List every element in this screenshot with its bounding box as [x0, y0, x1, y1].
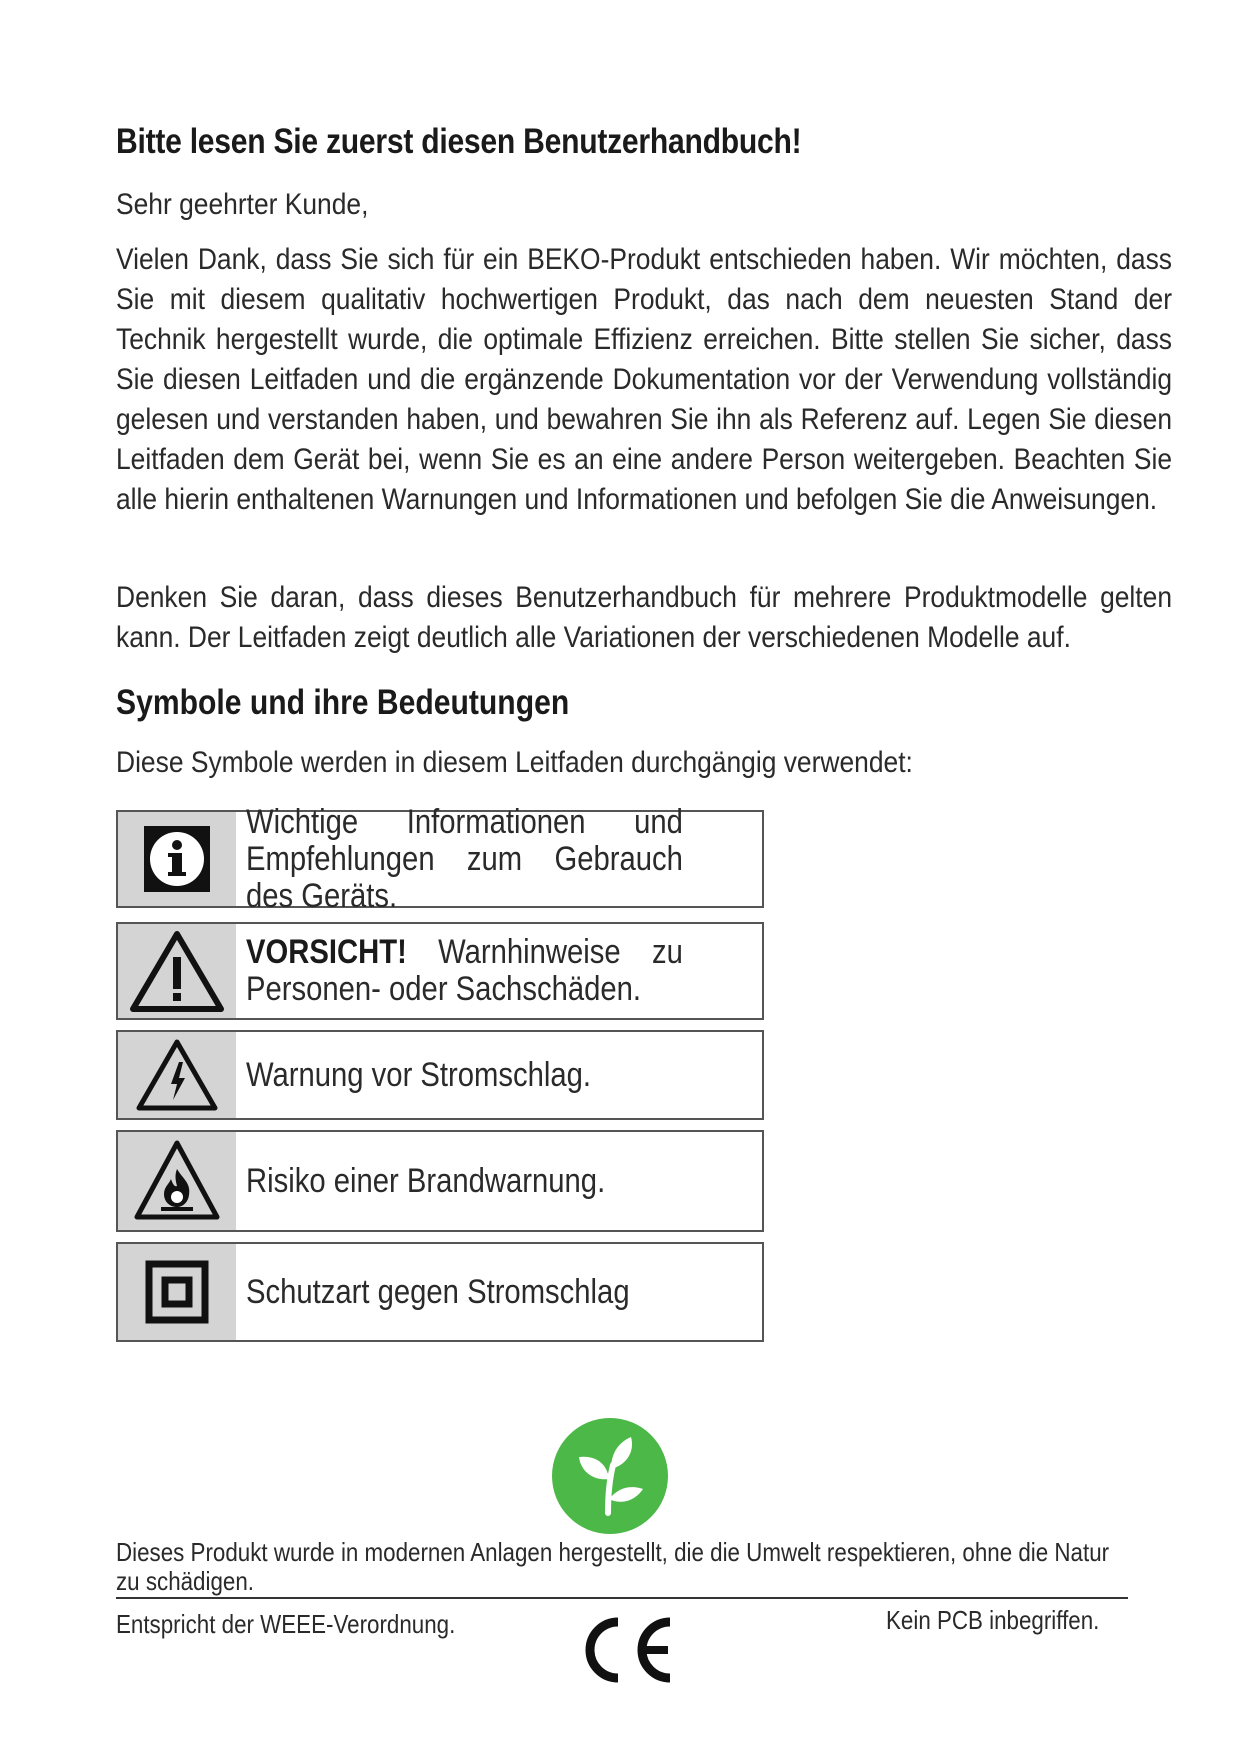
electric-shock-icon: [118, 1032, 236, 1118]
symbol-text-caution: Warnhinweise zu Personen- oder Sachschäden.: [246, 933, 683, 1008]
ce-mark-icon: [574, 1614, 676, 1686]
symbol-text-fire: Risiko einer Brandwarnung.: [246, 1161, 606, 1200]
intro-paragraph: Vielen Dank, dass Sie sich für ein BEKO-Produkt entschieden haben. Wir möchten, dass Sie mit diesem qualitativ hochwertigen Produkt, das nach dem neuesten Stand der Technik hergestellt wurde, die optimale Effizienz erreichen. Bitte stellen Sie sicher, dass Sie diesen Leitfaden und die ergänzende Dokumentation vor der Verwendung vollständig gelesen und verstanden haben, und bewahren Sie ihn als Referenz auf. Legen Sie diesen Leitfaden dem Gerät bei, wenn Sie es an eine andere Person weitergeben. Beachten Sie alle hierin enthaltenen Warnungen und Informationen und befolgen Sie die Anweisungen.: [116, 243, 1172, 516]
pcb-statement: Kein PCB inbegriffen.: [886, 1605, 1100, 1635]
symbol-text-protection: Schutzart gegen Stromschlag: [246, 1272, 630, 1311]
info-icon: [118, 812, 236, 906]
double-insulation-icon: [118, 1244, 236, 1340]
greeting: Sehr geehrter Kunde,: [116, 188, 369, 221]
warning-triangle-icon: [118, 924, 236, 1018]
eco-leaf-icon: [551, 1417, 669, 1535]
divider: [116, 1597, 1128, 1599]
symbol-row-protection: [116, 1242, 764, 1342]
models-note: Denken Sie daran, dass dieses Benutzerhandbuch für mehrere Produktmodelle gelten kann. Der Leitfaden zeigt deutlich alle Variationen der verschiedenen Modelle auf.: [116, 581, 1172, 654]
page-title: Bitte lesen Sie zuerst diesen Benutzerhandbuch!: [116, 122, 802, 161]
symbol-text-shock: Warnung vor Stromschlag.: [246, 1055, 592, 1094]
symbol-row-fire: [116, 1130, 764, 1232]
symbols-intro: Diese Symbole werden in diesem Leitfaden durchgängig verwendet:: [116, 746, 913, 779]
caution-label: VORSICHT!: [246, 933, 407, 971]
symbol-row-shock: [116, 1030, 764, 1120]
symbol-row-info: [116, 802, 764, 915]
eco-statement: Dieses Produkt wurde in modernen Anlagen hergestellt, die die Umwelt respektieren, ohne die Natur zu schädigen.: [116, 1537, 1110, 1596]
symbol-text-info: Wichtige Informationen und Empfehlungen zum Gebrauch des Geräts.: [246, 802, 683, 915]
symbols-heading: Symbole und ihre Bedeutungen: [116, 683, 570, 722]
fire-hazard-icon: [118, 1132, 236, 1230]
weee-statement: Entspricht der WEEE-Verordnung.: [116, 1609, 456, 1639]
symbol-row-caution: [116, 922, 764, 1020]
